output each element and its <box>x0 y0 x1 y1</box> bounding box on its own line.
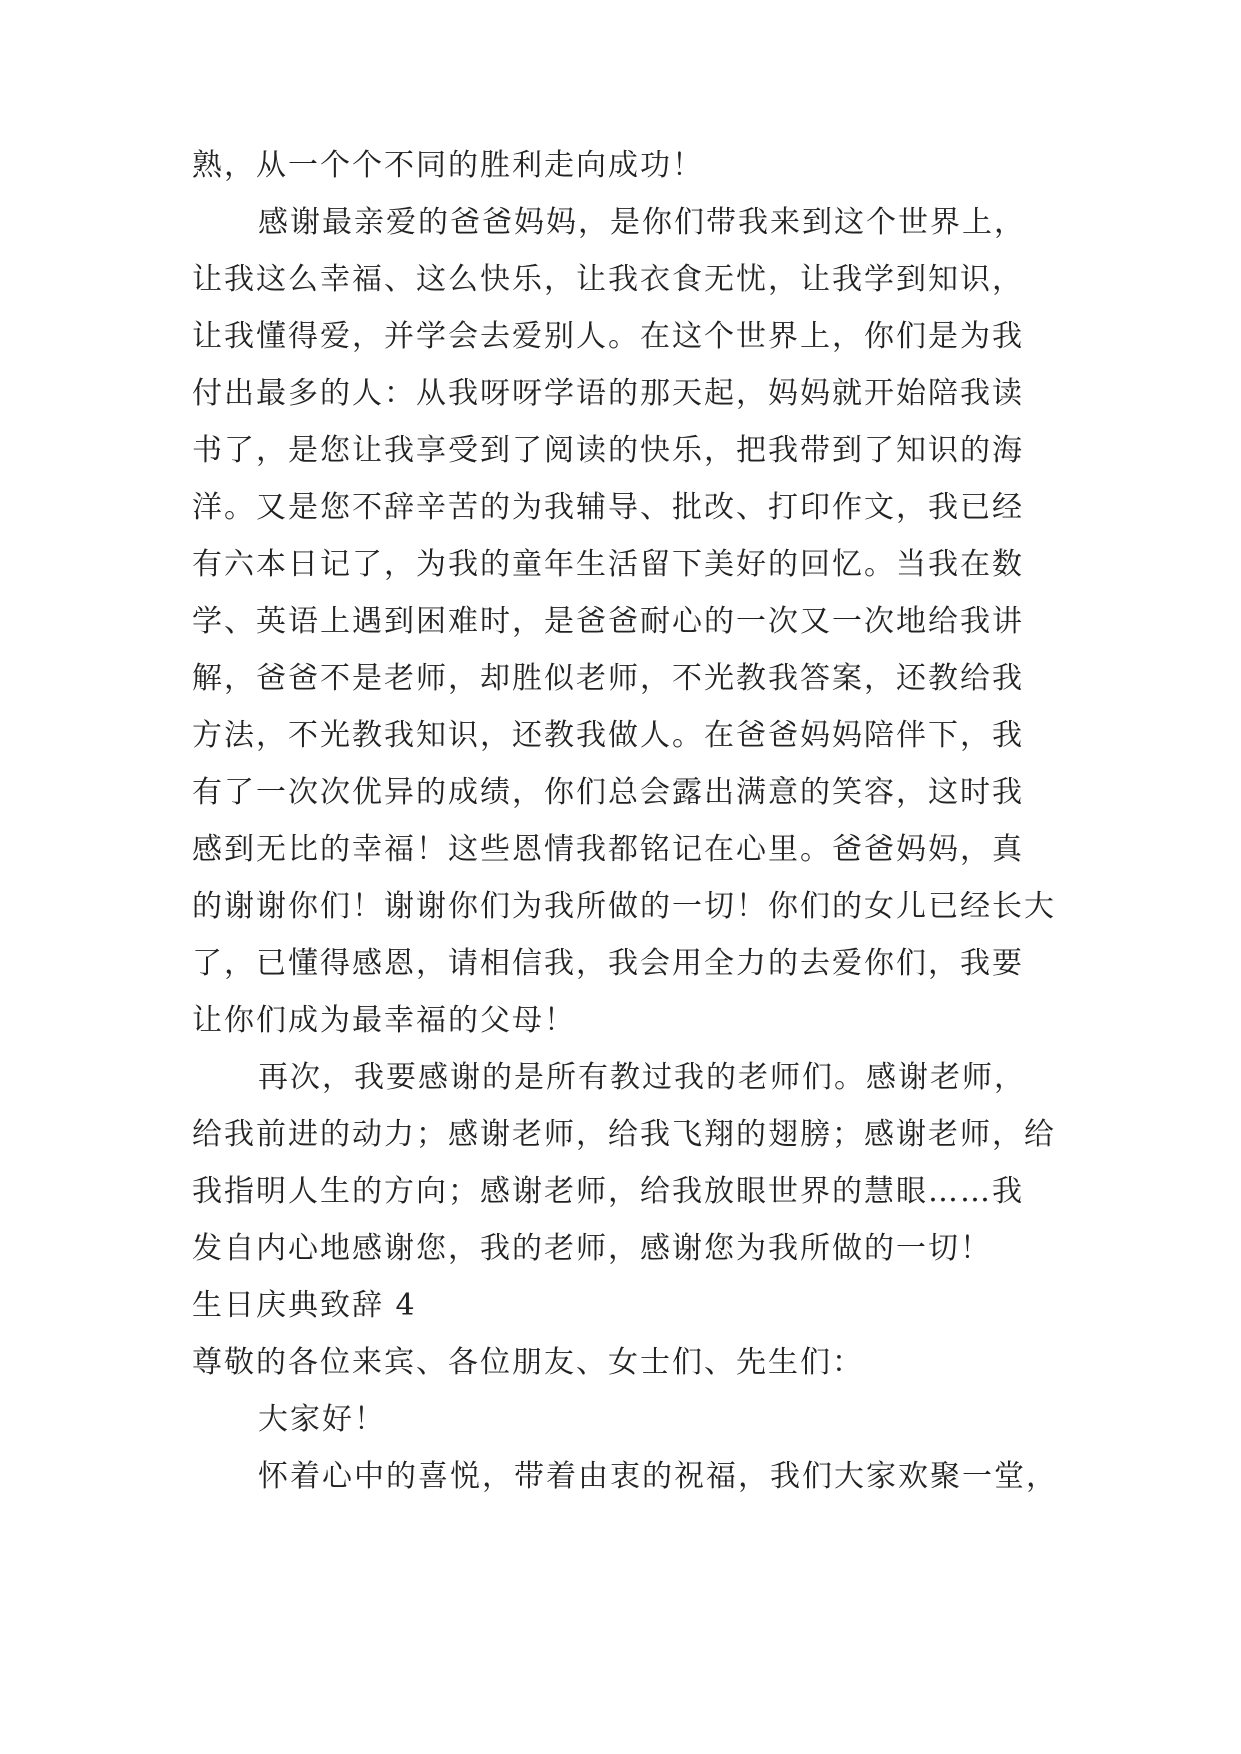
section-heading: 生日庆典致辞 4 <box>192 1288 417 1323</box>
salutation-line: 尊敬的各位来宾、各位朋友、女士们、先生们： <box>192 1345 864 1380</box>
paragraph-start-line: 感谢最亲爱的爸爸妈妈，是你们带我来到这个世界上， <box>258 205 1026 240</box>
paragraph-start-line: 再次，我要感谢的是所有教过我的老师们。感谢老师， <box>258 1060 1026 1095</box>
paragraph-start-line: 怀着心中的喜悦，带着由衷的祝福，我们大家欢聚一堂， <box>258 1459 1058 1494</box>
text-line: 有六本日记了，为我的童年生活留下美好的回忆。当我在数 <box>192 547 1024 582</box>
text-line: 让我这么幸福、这么快乐，让我衣食无忧，让我学到知识， <box>192 262 1024 297</box>
text-line: 熟，从一个个不同的胜利走向成功！ <box>192 148 704 183</box>
text-line: 解，爸爸不是老师，却胜似老师，不光教我答案，还教给我 <box>192 661 1024 696</box>
text-line: 给我前进的动力；感谢老师，给我飞翔的翅膀；感谢老师，给 <box>192 1117 1056 1152</box>
greeting-line: 大家好！ <box>258 1402 386 1437</box>
text-line: 我指明人生的方向；感谢老师，给我放眼世界的慧眼……我 <box>192 1174 1024 1209</box>
text-line: 让我懂得爱，并学会去爱别人。在这个世界上，你们是为我 <box>192 319 1024 354</box>
text-line: 了，已懂得感恩，请相信我，我会用全力的去爱你们，我要 <box>192 946 1024 981</box>
text-line: 付出最多的人：从我呀呀学语的那天起，妈妈就开始陪我读 <box>192 376 1024 411</box>
text-line: 学、英语上遇到困难时，是爸爸耐心的一次又一次地给我讲 <box>192 604 1024 639</box>
text-line: 的谢谢你们！谢谢你们为我所做的一切！你们的女儿已经长大 <box>192 889 1056 924</box>
text-line: 洋。又是您不辞辛苦的为我辅导、批改、打印作文，我已经 <box>192 490 1024 525</box>
text-line: 书了，是您让我享受到了阅读的快乐，把我带到了知识的海 <box>192 433 1024 468</box>
text-line: 有了一次次优异的成绩，你们总会露出满意的笑容，这时我 <box>192 775 1024 810</box>
text-line: 感到无比的幸福！这些恩情我都铭记在心里。爸爸妈妈，真 <box>192 832 1024 867</box>
text-line: 发自内心地感谢您，我的老师，感谢您为我所做的一切！ <box>192 1231 992 1266</box>
text-line: 让你们成为最幸福的父母！ <box>192 1003 576 1038</box>
text-line: 方法，不光教我知识，还教我做人。在爸爸妈妈陪伴下，我 <box>192 718 1024 753</box>
